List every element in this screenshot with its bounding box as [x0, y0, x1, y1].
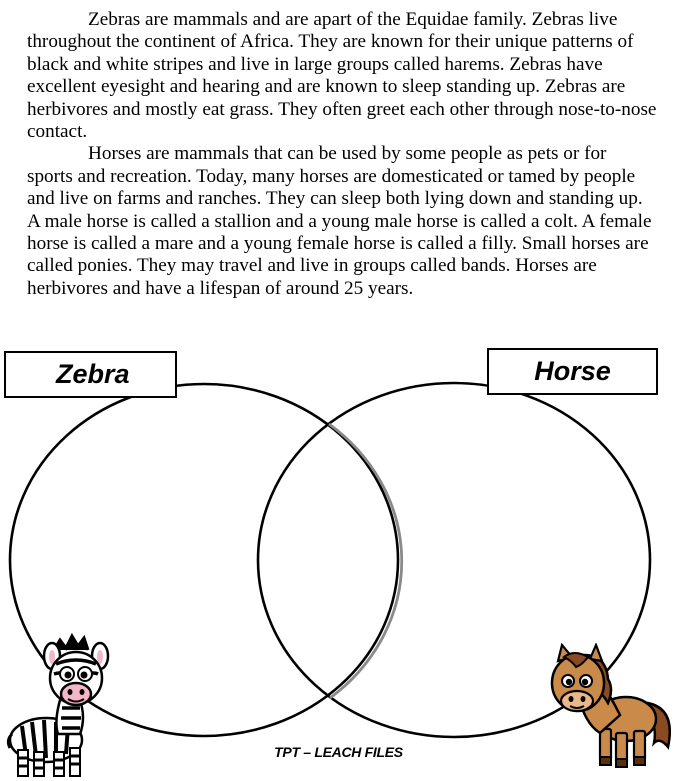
venn-overlap-arc	[329, 424, 402, 698]
zebra-label-box	[4, 351, 177, 398]
horse-paragraph: Horses are mammals that can be used by some people as pets or for sports and recreation. Today, many horses are domesticated or tamed by people and live on farms and ranches. They can sleep both lying down and standing up. A male horse is called a stallion and a young male horse is called a colt. A female horse is called a mare and a young female horse is called a filly. Small horses are called ponies. They may travel and live in groups called bands. Horses are herbivores and have a lifespan of around 25 years.	[27, 143, 652, 299]
footer-credit: TPT – LEACH FILES	[274, 744, 403, 760]
zebra-label: Zebra	[56, 359, 130, 389]
horse-label-box	[487, 348, 658, 395]
horse-label: Horse	[534, 356, 611, 386]
reading-passage	[27, 9, 657, 300]
zebra-paragraph: Zebras are mammals and are apart of the Equidae family. Zebras live throughout the continent of Africa. They are known for their unique patterns of black and white stripes and live in large groups called harems. Zebras have excellent eyesight and hearing and are known to sleep standing up. Zebras are herbivores and mostly eat grass. They often greet each other through nose-to-nose contact.	[27, 9, 657, 143]
